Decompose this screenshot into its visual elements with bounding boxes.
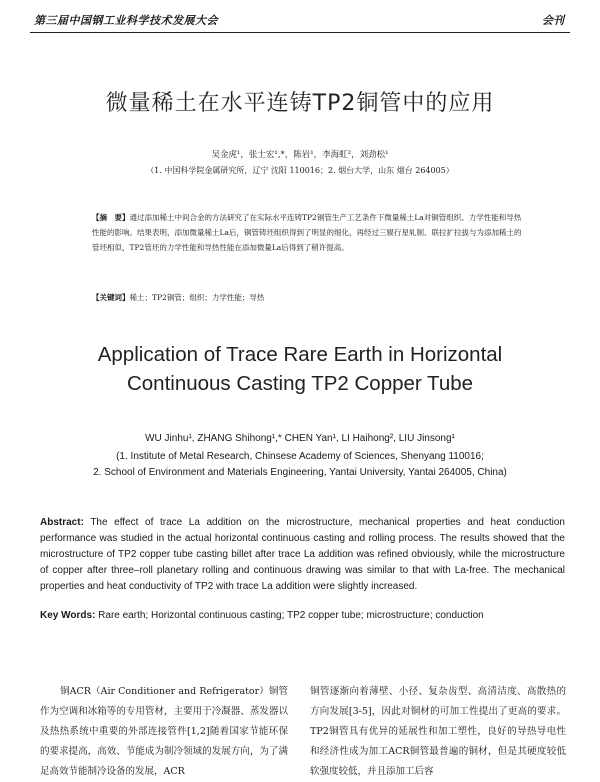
issue-label: 会刊 bbox=[542, 14, 564, 27]
chinese-keywords-label: 【关键词】 bbox=[92, 293, 130, 302]
body-right-column: 铜管逐渐向着薄壁、小径、复杂齿型、高清洁度、高散热的方向发展[3-5]，因此对铜材的可加工性提出了更高的要求。TP2铜管具有优异的延展性和加工塑性，良好的导热导电性和经济性成为加工ACR铜管最普遍的铜材，但是其硬度较低软强度较低，并且添加工后容 bbox=[310, 686, 566, 777]
chinese-abstract-label: 【摘 要】 bbox=[92, 213, 130, 222]
english-title-line2: Continuous Casting TP2 Copper Tube bbox=[126, 372, 474, 395]
english-affiliation-1: (1. Institute of Metal Research, Chinsese Academy of Sciences, Shenyang 110016; bbox=[116, 451, 484, 462]
chinese-keywords bbox=[92, 292, 522, 303]
english-abstract-text: The effect of trace La addition on the microstructure, mechanical properties and heat conduction performance was studied in the actual horizontal continuous casting and rolling process. The results showed that the microstructure of TP2 copper tube casting billet after trace La addition was refined obviously, while the microstructure of copper after three–roll planetary rolling and continuous drawing was similar to that with La-free. The mechanical properties and heat conductivity of TP2 with trace La addition were slightly increased. bbox=[40, 517, 565, 592]
english-keywords bbox=[40, 610, 565, 621]
chinese-title: 微量稀土在水平连铸TP2铜管中的应用 bbox=[105, 91, 495, 116]
english-title-line1: Application of Trace Rare Earth in Horizontal bbox=[97, 343, 503, 366]
chinese-affiliation: （1. 中国科学院金属研究所，辽宁 沈阳 110016；2. 烟台大学，山东 烟台 264005） bbox=[146, 166, 454, 175]
english-authors: WU Jinhu¹, ZHANG Shihong¹,* CHEN Yan¹, LI Haihong², LIU Jinsong¹ bbox=[145, 433, 455, 444]
english-affiliation-2: 2. School of Environment and Materials Engineering, Yantai University, Yantai 264005, China) bbox=[93, 467, 507, 478]
english-abstract bbox=[40, 515, 565, 595]
header-rule bbox=[30, 32, 570, 33]
english-abstract-label: Abstract: bbox=[40, 517, 84, 528]
chinese-keywords-text: 稀土；TP2铜管；组织；力学性能；导热 bbox=[129, 293, 265, 302]
english-affiliation bbox=[0, 449, 600, 481]
conference-header: 第三届中国钢工业科学技术发展大会 bbox=[34, 14, 218, 27]
english-keywords-label: Key Words: bbox=[40, 610, 96, 621]
chinese-authors: 吴金虎¹，张士宏¹,*，陈岩¹，李海虹²，刘劲松¹ bbox=[211, 150, 389, 160]
english-title bbox=[0, 340, 600, 398]
body-left-column: 铜ACR（Air Conditioner and Refrigerator）铜管作为空调和冰箱等的专用管材，主要用于冷凝器、蒸发器以及热热系统中重要的外部连接管件[1,2]随着国家节能环保的要求提高，高效、节能成为制冷领域的发展方向，为了满足高效节能制冷设备的发展，ACR bbox=[40, 686, 288, 777]
chinese-abstract-text: 通过添加稀土中间合金的方法研究了在实际水平连铸TP2铜管生产工艺条件下微量稀土La对铜管组织、力学性能和导热性能的影响。结果表明，添加微量稀土La后，铜管铸坯组织得到了明显的细化，再经过三辊行星轧制、联拉扩拉拔与为添加稀土的管坯相似，TP2管坯的力学性能和导热性能在添加微量La后得到了稍许提高。 bbox=[92, 213, 522, 252]
chinese-abstract bbox=[92, 210, 522, 255]
english-keywords-text: Rare earth; Horizontal continuous casting; TP2 copper tube; microstructure; conduction bbox=[98, 610, 484, 621]
